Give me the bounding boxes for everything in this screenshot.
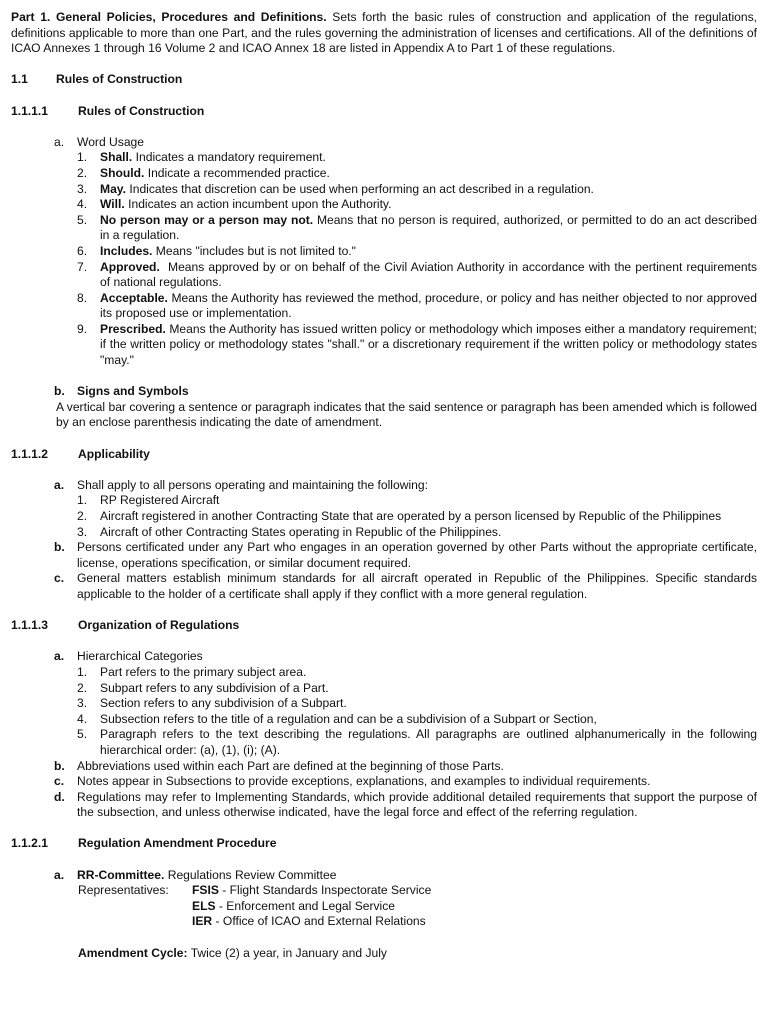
list-marker: a. [54,867,65,882]
list-text [100,291,757,322]
list-item [77,150,757,166]
rep-entry [192,914,757,930]
list-text: Section refers to any subdivision of a Subpart. [100,696,347,711]
section-number: 1.1 [11,72,28,87]
list-number: 7. [77,259,88,274]
list-item [77,182,757,198]
list-item [77,166,757,182]
list-number: 5. [77,727,88,742]
list-item [77,213,757,244]
list-item-a [54,135,757,151]
list-number: 1. [77,150,88,165]
list-text [100,182,757,198]
list-marker: a. [54,134,65,149]
list-text [77,868,757,884]
list-text: RP Registered Aircraft [100,493,220,508]
list-marker: b. [54,540,65,555]
list-marker: d. [54,789,65,804]
list-number: 4. [77,711,88,726]
amendment-cycle [78,946,757,962]
list-item [77,727,757,758]
list-text: Hierarchical Categories [77,649,203,664]
amendment-cycle-label: Amendment Cycle: [78,945,188,960]
section-title: Organization of Regulations [78,618,240,633]
list-number: 8. [77,290,88,305]
list-marker: c. [54,774,65,789]
intro-text: Sets forth the basic rules of construction and application of the regulations, definitions applicable to more than one Part, and the rules governing the administration of licenses and certifications. All of the definitions of ICAO Annexes 1 through 16 Volume 2 and ICAO Annex 18 are listed in Appendix A to Part 1 of these regulations. [11,10,757,56]
signs-symbols-title: Signs and Symbols [77,384,189,399]
list-item [77,197,757,213]
section-number: 1.1.1.2 [11,446,48,461]
list-text [100,244,757,260]
intro-paragraph [11,10,757,57]
term: May. [100,181,126,196]
list-item-d [54,790,757,821]
rep-text: - Flight Standards Inspectorate Service [218,883,432,898]
rep-abbr: ELS [192,898,216,913]
heading-1-1-2-1 [11,836,757,852]
rep-text: - Office of ICAO and External Relations [212,914,426,929]
definition: Means the Authority has reviewed the method, procedure, or policy and has neither objected to nor approved its proposed use or implementation. [100,290,757,321]
list-marker: c. [54,571,65,586]
list-text: Subsection refers to the title of a regulation and can be a subdivision of a Subpart or Section, [100,711,597,726]
term: Includes. [100,243,153,258]
list-item-a [54,478,757,494]
term: Prescribed. [100,321,166,336]
list-marker: b. [54,758,65,773]
rep-abbr: FSIS [192,883,219,898]
definition: Means that no person is required, authorized, or permitted to do an act described in a regulation. [100,212,757,243]
rep-text: - Enforcement and Legal Service [215,898,396,913]
list-item [77,322,757,369]
list-marker: a. [54,477,65,492]
list-marker: b. [54,384,65,399]
section-title: Rules of Construction [78,103,205,118]
list-item [77,525,757,541]
amendment-cycle-text: Twice (2) a year, in January and July [187,945,387,960]
list-item [77,509,757,525]
list-number: 3. [77,696,88,711]
list-text [100,322,757,369]
section-number: 1.1.1.1 [11,103,48,118]
rep-abbr: IER [192,914,213,929]
heading-1-1-1-3 [11,618,757,634]
section-title: Regulation Amendment Procedure [78,836,277,851]
list-number: 3. [77,524,88,539]
definition: Regulations Review Committee [164,867,337,882]
term: Should. [100,165,145,180]
representatives-label: Representatives: [78,883,169,898]
term: Shall. [100,150,133,165]
section-number: 1.1.1.3 [11,618,48,633]
definition: Means "includes but is not limited to." [152,243,356,258]
list-text: General matters establish minimum standards for all aircraft operated in Republic of the Philippines. Specific standards applicable to the holder of a certificate shall apply if they conflict with a more general regulation. [77,571,757,601]
list-item-a [54,868,757,884]
list-number: 6. [77,243,88,258]
list-number: 9. [77,321,88,336]
list-marker: a. [54,649,65,664]
word-usage-title: Word Usage [77,134,144,149]
term: Will. [100,197,125,212]
definition: Means approved by or on behalf of the Civil Aviation Authority in accordance with the pertinent requirements of national regulations. [100,259,761,290]
definition: Indicates a mandatory requirement. [132,150,326,165]
representatives-row [78,883,757,899]
list-item [77,681,757,697]
term: Approved. [100,259,160,274]
list-number: 4. [77,197,88,212]
list-number: 1. [77,664,88,679]
list-number: 3. [77,181,88,196]
definition: Indicates an action incumbent upon the Authority. [124,197,392,212]
rep-entry [192,883,431,899]
intro-lead: Part 1. General Policies, Procedures and Definitions. [11,10,327,24]
heading-1-1-1-1 [11,104,757,120]
term: RR-Committee. [77,867,165,882]
list-item [77,665,757,681]
list-number: 2. [77,680,88,695]
list-item-a [54,649,757,665]
list-item-b [54,759,757,775]
section-number: 1.1.2.1 [11,836,48,851]
signs-symbols-text: A vertical bar covering a sentence or paragraph indicates that the said sentence or paragraph has been amended which is followed by an enclose parenthesis indicating the date of amendment. [56,399,757,430]
list-item-b [54,540,757,571]
list-item [77,244,757,260]
list-text: Notes appear in Subsections to provide exceptions, explanations, and examples to individual requirements. [77,774,651,789]
list-item-b [54,384,757,400]
definition: Indicates that discretion can be used when performing an act described in a regulation. [126,181,594,196]
list-text: Regulations may refer to Implementing Standards, which provide additional detailed requirements that support the purpose of the subsection, and unless otherwise indicated, have the legal force and effect of the referring regulation. [77,789,757,820]
list-text: Aircraft of other Contracting States operating in Republic of the Philippines. [100,524,502,539]
section-title: Rules of Construction [56,72,183,87]
list-text [100,150,757,166]
list-text [100,197,757,213]
list-number: 5. [77,212,88,227]
definition: Indicate a recommended practice. [144,165,330,180]
list-text: Persons certificated under any Part who engages in an operation governed by other Parts without the appropriate certificate, license, operations specification, or similar document required. [77,540,757,570]
list-item [77,712,757,728]
list-item [77,259,761,291]
term: No person may or a person may not. [100,212,314,227]
list-text: Part refers to the primary subject area. [100,664,307,679]
list-text: Abbreviations used within each Part are defined at the beginning of those Parts. [77,758,504,773]
list-item [77,696,757,712]
list-item-c [54,571,757,602]
rep-entry [192,899,757,915]
heading-1-1 [11,72,757,88]
list-text: Shall apply to all persons operating and maintaining the following: [77,477,428,492]
list-text [100,213,757,244]
list-number: 2. [77,165,88,180]
list-text: Paragraph refers to the text describing the regulations. All paragraphs are outlined alphanumerically in the following hierarchical order: (a), (1), (i); (A). [100,727,757,757]
definition: Means the Authority has issued written policy or methodology which imposes either a mandatory requirement; if the written policy or methodology states "shall." or a discretionary requirement if the written policy or methodology states "may." [100,321,757,368]
list-text: Subpart refers to any subdivision of a Part. [100,680,329,695]
section-title: Applicability [78,446,150,461]
list-item [77,291,757,322]
term: Acceptable. [100,290,168,305]
heading-1-1-1-2 [11,447,757,463]
list-number: 1. [77,493,88,508]
list-text [100,166,757,182]
list-text [100,259,761,291]
list-item [77,493,757,509]
list-text: Aircraft registered in another Contracting State that are operated by a person licensed by Republic of the Philippines [100,509,722,523]
list-item-c [54,774,757,790]
list-number: 2. [77,509,88,523]
